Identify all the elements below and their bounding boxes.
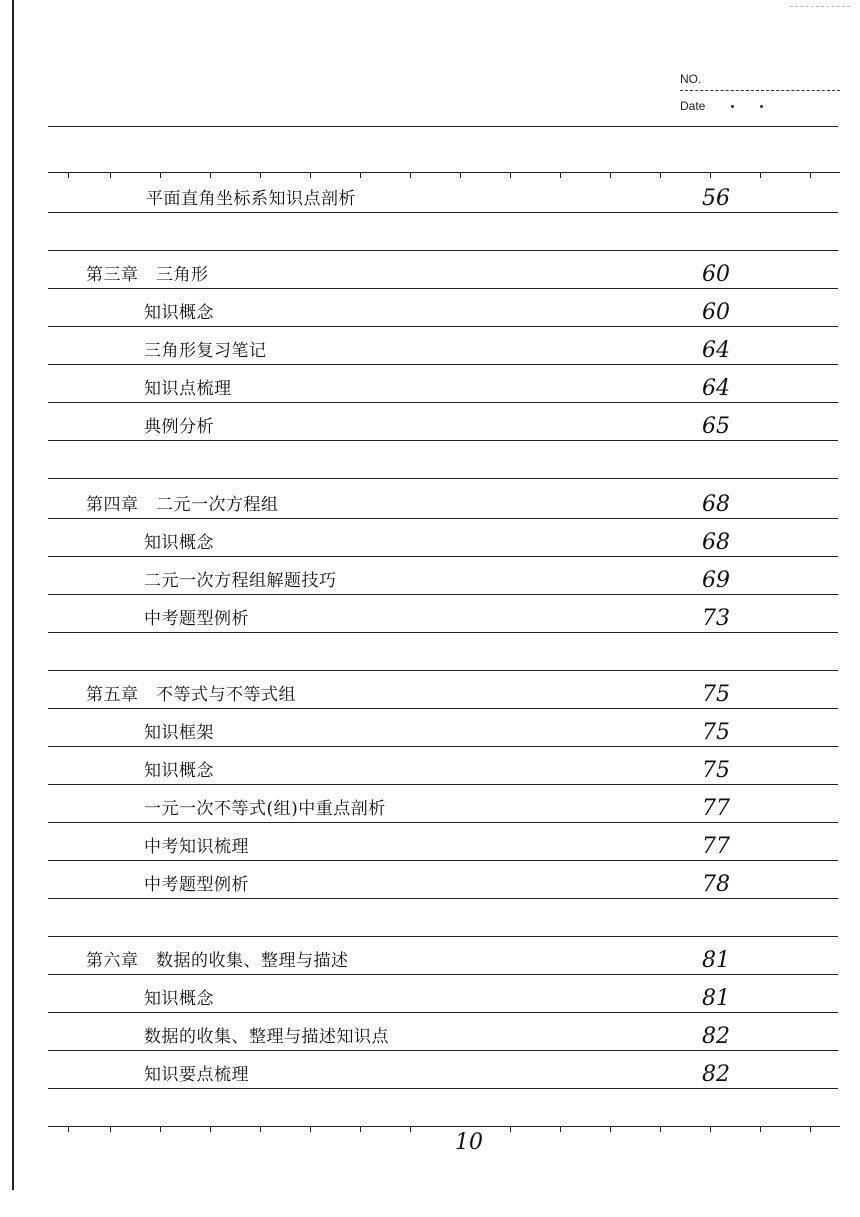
toc-entry [48, 526, 838, 556]
entry-page: 81 [702, 986, 730, 1011]
chapter-title: 第六章 数据的收集、整理与描述 [86, 951, 349, 971]
entry-page: 73 [702, 606, 730, 631]
entry-page: 56 [702, 186, 730, 211]
toc-entry [48, 1020, 838, 1050]
bottom-tick-rule [48, 1126, 840, 1127]
entry-page: 64 [702, 376, 730, 401]
ruled-line [48, 632, 838, 633]
ruled-line [48, 288, 838, 289]
toc-entry [48, 602, 838, 632]
ruled-line [48, 898, 838, 899]
ruled-line [48, 746, 838, 747]
ruled-line [48, 126, 838, 127]
toc-entry [48, 982, 838, 1012]
toc-entry-top [48, 182, 838, 212]
ruled-line [48, 708, 838, 709]
ruled-line [48, 784, 838, 785]
entry-title: 数据的收集、整理与描述知识点 [144, 1027, 389, 1047]
corner-mark [790, 6, 850, 7]
toc-entry [48, 754, 838, 784]
ruled-line [48, 1050, 838, 1051]
entry-title: 典例分析 [144, 417, 214, 437]
entry-page: 64 [702, 338, 730, 363]
toc-chapter-3 [48, 258, 838, 288]
date-label: Date [680, 99, 706, 113]
no-field [680, 72, 840, 91]
toc-entry [48, 296, 838, 326]
entry-page: 60 [702, 300, 730, 325]
toc-entry [48, 1058, 838, 1088]
notebook-header [680, 72, 840, 113]
entry-page: 77 [702, 834, 730, 859]
toc-entry [48, 372, 838, 402]
entry-page: 78 [702, 872, 730, 897]
entry-page: 69 [702, 568, 730, 593]
entry-title: 知识概念 [144, 303, 214, 323]
entry-title: 二元一次方程组解题技巧 [144, 571, 337, 591]
toc-entry [48, 410, 838, 440]
ruled-line [48, 478, 838, 479]
toc-chapter-5 [48, 678, 838, 708]
ruled-line [48, 212, 838, 213]
entry-title: 知识要点梳理 [144, 1065, 249, 1085]
entry-title: 平面直角坐标系知识点剖析 [146, 189, 356, 209]
entry-title: 知识框架 [144, 723, 214, 743]
toc-entry [48, 564, 838, 594]
ruled-line [48, 364, 838, 365]
ruled-line [48, 1012, 838, 1013]
ruled-line [48, 250, 838, 251]
entry-title: 知识概念 [144, 533, 214, 553]
ruled-line [48, 402, 838, 403]
toc-entry [48, 716, 838, 746]
ruled-line [48, 326, 838, 327]
top-tick-rule [48, 172, 840, 173]
entry-title: 三角形复习笔记 [144, 341, 267, 361]
entry-page: 82 [702, 1062, 730, 1087]
chapter-page: 81 [702, 948, 730, 973]
entry-title: 中考题型例析 [144, 875, 249, 895]
date-dot [760, 105, 763, 108]
ruled-line [48, 974, 838, 975]
left-margin-line [12, 0, 14, 1190]
chapter-page: 75 [702, 682, 730, 707]
ruled-line [48, 860, 838, 861]
toc-entry [48, 792, 838, 822]
entry-title: 中考题型例析 [144, 609, 249, 629]
toc-entry [48, 868, 838, 898]
date-field [680, 99, 840, 113]
toc-entry [48, 830, 838, 860]
toc-entry [48, 334, 838, 364]
entry-title: 知识点梳理 [144, 379, 232, 399]
entry-page: 82 [702, 1024, 730, 1049]
entry-page: 65 [702, 414, 730, 439]
chapter-page: 68 [702, 492, 730, 517]
date-dot [731, 105, 734, 108]
toc-chapter-4 [48, 488, 838, 518]
ruled-line [48, 822, 838, 823]
entry-page: 68 [702, 530, 730, 555]
chapter-title: 第五章 不等式与不等式组 [86, 685, 296, 705]
entry-title: 中考知识梳理 [144, 837, 249, 857]
ruled-line [48, 670, 838, 671]
ruled-line [48, 936, 838, 937]
chapter-title: 第三章 三角形 [86, 265, 209, 285]
chapter-title: 第四章 二元一次方程组 [86, 495, 279, 515]
ruled-line [48, 440, 838, 441]
entry-title: 知识概念 [144, 761, 214, 781]
page-number: 10 [455, 1130, 483, 1155]
ruled-line [48, 556, 838, 557]
no-label: NO. [680, 72, 702, 86]
ruled-line [48, 518, 838, 519]
toc-chapter-6 [48, 944, 838, 974]
ruled-line [48, 594, 838, 595]
entry-title: 知识概念 [144, 989, 214, 1009]
entry-page: 77 [702, 796, 730, 821]
entry-page: 75 [702, 720, 730, 745]
entry-page: 75 [702, 758, 730, 783]
chapter-page: 60 [702, 262, 730, 287]
entry-title: 一元一次不等式(组)中重点剖析 [144, 799, 386, 819]
ruled-line [48, 1088, 838, 1089]
